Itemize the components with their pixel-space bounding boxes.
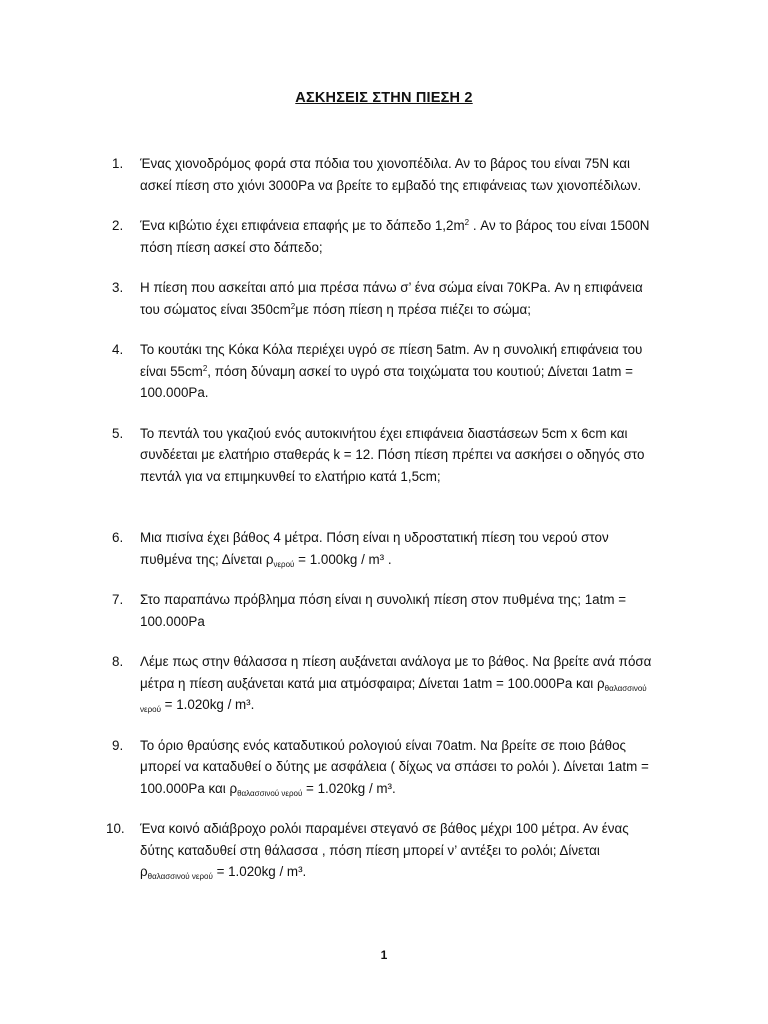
exercise-subscript: νερού [273, 559, 295, 569]
exercise-text: Ένας χιονοδρόμος φορά στα πόδια του χιονοπέδιλα. Αν το βάρος του είναι 75Ν και ασκεί πίεση στο χιόνι 3000Pa να βρείτε το εμβαδό της επιφάνειας των χιονοπέδιλων. [140, 156, 642, 193]
exercise-superscript: 2 [464, 218, 470, 227]
exercise-superscript: 2 [202, 363, 208, 373]
page-number: 1 [380, 948, 388, 962]
exercise-superscript: 2 [290, 301, 296, 311]
exercise-item [112, 153, 652, 196]
exercise-list [106, 153, 652, 902]
exercise-text-continued: = 1.020kg / m³. [302, 780, 396, 796]
exercise-item [112, 339, 652, 404]
exercise-text-continued: με πόση πίεση η πρέσα πιέζει το σώμα; [295, 301, 531, 317]
exercise-text: Η πίεση που ασκείται από μια πρέσα πάνω σ’ ένα σώμα είναι 70ΚPa. Αν η επιφάνεια του σώματος είναι 350cm [140, 280, 643, 317]
exercise-text: Ένα κοινό αδιάβροχο ρολόι παραμένει στεγανό σε βάθος μέχρι 100 μέτρα. Αν ένας δύτης καταδυθεί στη θάλασσα , πόση πίεση μπορεί ν’ αντέξει το ρολόι; Δίνεται ρ [140, 821, 629, 879]
exercise-number: 10. [106, 821, 125, 836]
exercise-number: 6. [112, 530, 124, 545]
exercise-text: Ένα κιβώτιο έχει επιφάνεια επαφής με το δάπεδο 1,2m [140, 218, 465, 233]
exercise-number: 3. [112, 280, 124, 295]
exercise-number: 5. [112, 425, 124, 441]
exercise-subscript: θαλασσινού νερού [140, 683, 647, 714]
exercise-number: 2. [112, 218, 124, 233]
exercise-item [112, 651, 652, 716]
exercise-text-continued: = 1.020kg / m³. [160, 697, 255, 712]
exercise-text: Στο παραπάνω πρόβλημα πόση είναι η συνολική πίεση στον πυθμένα της; 1atm = 100.000Pa [140, 592, 627, 629]
exercise-number: 9. [112, 737, 124, 753]
exercise-subscript: θαλασσινού νερού [147, 872, 213, 881]
exercise-item [106, 818, 652, 883]
exercise-text-continued: = 1.000kg / m³ . [294, 551, 392, 567]
exercise-item [112, 589, 652, 632]
exercise-number: 4. [112, 342, 124, 357]
exercise-text: Το όριο θραύσης ενός καταδυτικού ρολογιού είναι 70atm. Να βρείτε σε ποιο βάθος μπορεί να καταδυθεί ο δύτης με ασφάλεια ( δίχως να σπάσει το ρολόι ). Δίνεται 1atm = 100.000Pa και ρ [140, 737, 649, 796]
exercise-text: Το πεντάλ του γκαζιού ενός αυτοκινήτου έχει επιφάνεια διαστάσεων 5cm x 6cm και συνδέεται με ελατήριο σταθεράς k = 12. Πόση πίεση πρέπει να ασκήσει ο οδηγός στο πεντάλ για να επιμηκυνθεί το ελατήριο κατά 1,5cm; [140, 425, 645, 484]
exercise-text-continued: , πόση δύναμη ασκεί το υγρό στα τοιχώματα του κουτιού; Δίνεται 1atm = 100.000Pa. [140, 363, 633, 400]
exercise-text-continued: = 1.020kg / m³. [212, 864, 307, 879]
exercise-item [112, 215, 652, 258]
exercise-number: 7. [112, 592, 124, 607]
exercise-text: Μια πισίνα έχει βάθος 4 μέτρα. Πόση είναι η υδροστατική πίεση του νερού στον πυθμένα της; Δίνεται ρ [140, 530, 609, 567]
exercise-text: Το κουτάκι της Κόκα Κόλα περιέχει υγρό σε πίεση 5atm. Αν η συνολική επιφάνεια του είναι 55cm [140, 342, 643, 379]
exercise-text-continued: . Αν το βάρος του είναι 1500Ν πόση πίεση ασκεί στο δάπεδο; [140, 218, 650, 255]
exercise-number: 1. [112, 156, 124, 171]
exercise-item [112, 735, 652, 800]
exercise-number: 8. [112, 654, 124, 669]
exercise-item [112, 423, 652, 488]
exercise-subscript: θαλασσινού νερού [237, 788, 303, 798]
document-title: ΑΣΚΗΣΕΙΣ ΣΤΗΝ ΠΙΕΣΗ 2 [295, 90, 473, 106]
exercise-text: Λέμε πως στην θάλασσα η πίεση αυξάνεται ανάλογα με το βάθος. Να βρείτε ανά πόσα μέτρα η πίεση αυξάνεται κατά μια ατμόσφαιρα; Δίνεται 1atm = 100.000Pa και ρ [140, 654, 652, 691]
exercise-item [112, 527, 652, 570]
exercise-item [112, 277, 652, 320]
